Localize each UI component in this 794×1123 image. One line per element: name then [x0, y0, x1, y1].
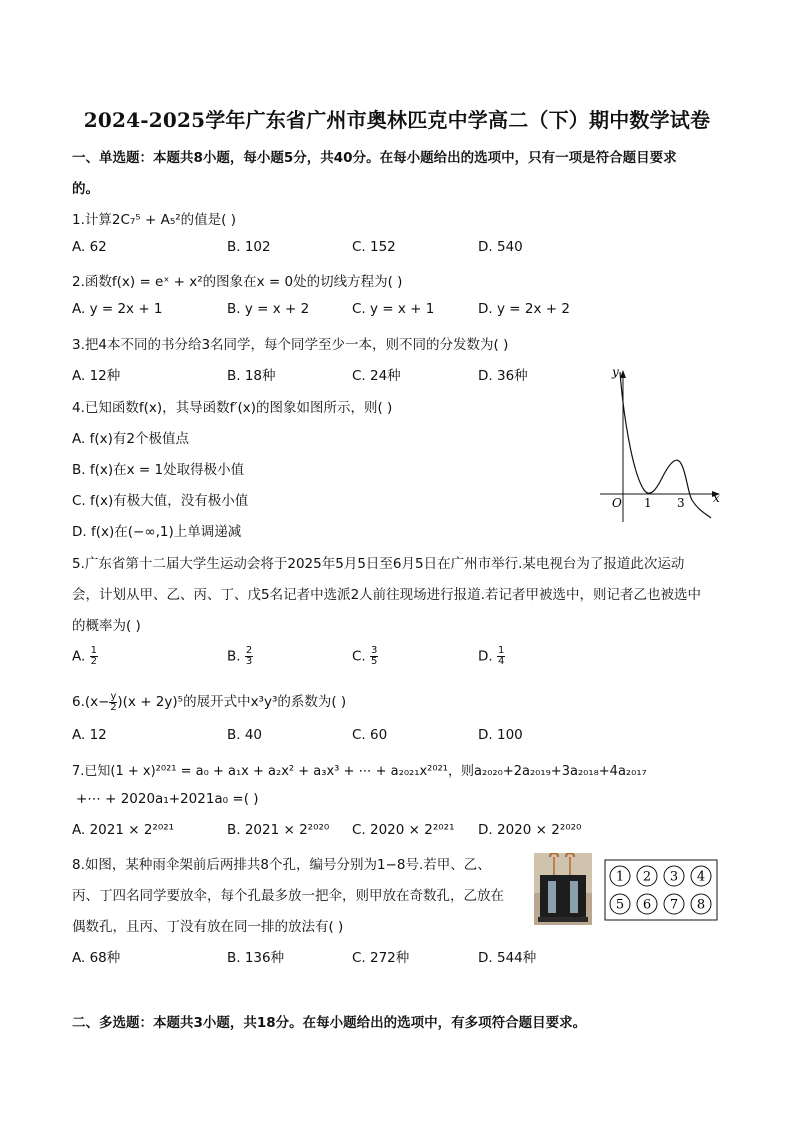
- q5-d-fraction: [497, 646, 505, 667]
- q5-option-c: [352, 646, 378, 667]
- q6-option-a: A. 12: [72, 727, 107, 743]
- q3-option-c: C. 24种: [352, 368, 401, 384]
- q5-line2: 会，计划从甲、乙、丙、丁、戊5名记者中选派2人前往现场进行报道.若记者甲被选中，则记者乙也被选中: [72, 587, 701, 603]
- q4-stem: 4.已知函数f(x)，其导函数f′(x)的图象如图所示，则( ): [72, 400, 393, 416]
- q5-a-prefix: A.: [72, 648, 86, 665]
- q2-option-c: C. y = x + 1: [352, 301, 435, 317]
- q6-stem: [72, 690, 346, 713]
- section2-heading: 二、多选题：本题共3小题，共18分。在每小题给出的选项中，有多项符合题目要求。: [72, 1015, 587, 1031]
- q5-c-fraction: [370, 646, 378, 667]
- q3-option-d: D. 36种: [478, 368, 528, 384]
- q1-option-b: B. 102: [227, 239, 271, 255]
- q5-option-b: [227, 646, 253, 667]
- q1-options: [72, 239, 632, 259]
- graph-y-label: y: [612, 365, 619, 379]
- q6-expr-a: (x−: [84, 694, 110, 710]
- q3-option-b: B. 18种: [227, 368, 276, 384]
- hole-diagram: [604, 859, 718, 921]
- q2-option-d: D. y = 2x + 2: [478, 301, 570, 317]
- q6-option-c: C. 60: [352, 727, 388, 743]
- q6-frac-den: 2: [110, 701, 117, 713]
- q5-a-den: 2: [90, 656, 97, 667]
- q7-option-d: D. 2020 × 2²⁰²⁰: [478, 822, 582, 838]
- q4-option-a: A. f(x)有2个极值点: [72, 431, 189, 447]
- q5-d-num: 1: [497, 645, 505, 656]
- q6-option-b: B. 40: [227, 727, 263, 743]
- graph-tick-3: 3: [677, 496, 685, 510]
- q5-line1: 5.广东省第十二届大学生运动会将于2025年5月5日至6月5日在广州市举行.某电视台为了报道此次运动: [72, 556, 685, 572]
- q8-option-b: B. 136种: [227, 950, 285, 966]
- q8-option-c: C. 272种: [352, 950, 410, 966]
- q2-option-a: A. y = 2x + 1: [72, 301, 163, 317]
- q2-options: [72, 301, 632, 321]
- q6-number: 6.: [72, 694, 85, 710]
- q5-b-prefix: B.: [227, 648, 241, 665]
- q1-option-a: A. 62: [72, 239, 107, 255]
- q8-line3: 偶数孔，且丙、丁没有放在同一排的放法有( ): [72, 919, 344, 935]
- section1-heading-cont: 的。: [72, 181, 99, 197]
- q1-option-c: C. 152: [352, 239, 396, 255]
- q5-a-num: 1: [90, 645, 97, 656]
- hole-number: 1: [615, 869, 625, 885]
- graph-tick-1: 1: [644, 496, 652, 510]
- q3-option-a: A. 12种: [72, 368, 121, 384]
- q8-line2: 丙、丁四名同学要放伞，每个孔最多放一把伞，则甲放在奇数孔，乙放在: [72, 888, 504, 904]
- q5-a-fraction: [90, 646, 98, 667]
- q3-options: [72, 364, 632, 384]
- q8-line1: 8.如图，某种雨伞架前后两排共8个孔，编号分别为1−8号.若甲、乙、: [72, 857, 491, 873]
- hole-number: 6: [642, 897, 652, 913]
- q7-line2: +⋯ + 2020a₁+2021a₀ =( ): [76, 791, 259, 807]
- q8-option-d: D. 544种: [478, 950, 537, 966]
- q5-c-num: 3: [371, 645, 378, 656]
- graph-curve: [620, 372, 711, 518]
- q1-option-d: D. 540: [478, 239, 523, 255]
- q7-options: [72, 822, 632, 842]
- q5-b-fraction: [245, 646, 253, 667]
- section1-heading: 一、单选题：本题共8小题，每小题5分，共40分。在每小题给出的选项中，只有一项是符合题目要求: [72, 150, 677, 166]
- hole-number: 8: [696, 897, 706, 913]
- hole-number: 4: [696, 869, 706, 885]
- hole-number: 3: [669, 869, 679, 885]
- q4-option-b: B. f(x)在x = 1处取得极小值: [72, 462, 245, 478]
- q5-b-den: 3: [245, 656, 253, 667]
- q4-option-c: C. f(x)有极大值，没有极小值: [72, 493, 249, 509]
- q4-option-d: D. f(x)在(−∞,1)上单调递减: [72, 524, 242, 540]
- q5-options: [72, 646, 632, 672]
- graph-origin-label: O: [612, 496, 622, 510]
- q8-options: [72, 946, 632, 966]
- hole-number: 2: [642, 869, 652, 885]
- q6-options: [72, 727, 632, 747]
- q2-option-b: B. y = x + 2: [227, 301, 310, 317]
- q7-option-a: A. 2021 × 2²⁰²¹: [72, 822, 175, 838]
- q5-option-d: [478, 646, 505, 667]
- q6-option-d: D. 100: [478, 727, 523, 743]
- q1-stem: 1.计算2C₇⁵ + A₅²的值是( ): [72, 212, 236, 228]
- hole-number: 5: [615, 897, 625, 913]
- hole-number: 7: [669, 897, 679, 913]
- umbrella-stand-photo: [534, 853, 592, 925]
- graph-x-label: x: [713, 491, 720, 505]
- q6-expr-b: )(x + 2y)⁵的展开式中x³y³的系数为( ): [117, 694, 347, 710]
- q5-c-den: 5: [371, 656, 378, 667]
- q5-c-prefix: C.: [352, 648, 366, 665]
- q3-stem: 3.把4本不同的书分给3名同学，每个同学至少一本，则不同的分发数为( ): [72, 337, 509, 353]
- q5-d-prefix: D.: [478, 648, 493, 665]
- q6-frac-num: y: [110, 690, 117, 702]
- q5-line3: 的概率为( ): [72, 618, 141, 634]
- q8-option-a: A. 68种: [72, 950, 121, 966]
- q5-option-a: [72, 646, 98, 667]
- q7-option-c: C. 2020 × 2²⁰²¹: [352, 822, 455, 838]
- q7-line1: 7.已知(1 + x)²⁰²¹ = a₀ + a₁x + a₂x² + a₃x³ + ⋯ + a₂₀₂₁x²⁰²¹，则a₂₀₂₀+2a₂₀₁₉+3a₂₀₁₈+4a₂₀₁₇: [72, 764, 647, 779]
- q5-b-num: 2: [245, 645, 253, 656]
- q5-d-den: 4: [497, 656, 505, 667]
- q2-stem: 2.函数f(x) = eˣ + x²的图象在x = 0处的切线方程为( ): [72, 274, 403, 290]
- page-title: 2024-2025学年广东省广州市奥林匹克中学高二（下）期中数学试卷: [83, 108, 711, 132]
- q7-option-b: B. 2021 × 2²⁰²⁰: [227, 822, 330, 838]
- q4-derivative-graph: [598, 362, 726, 528]
